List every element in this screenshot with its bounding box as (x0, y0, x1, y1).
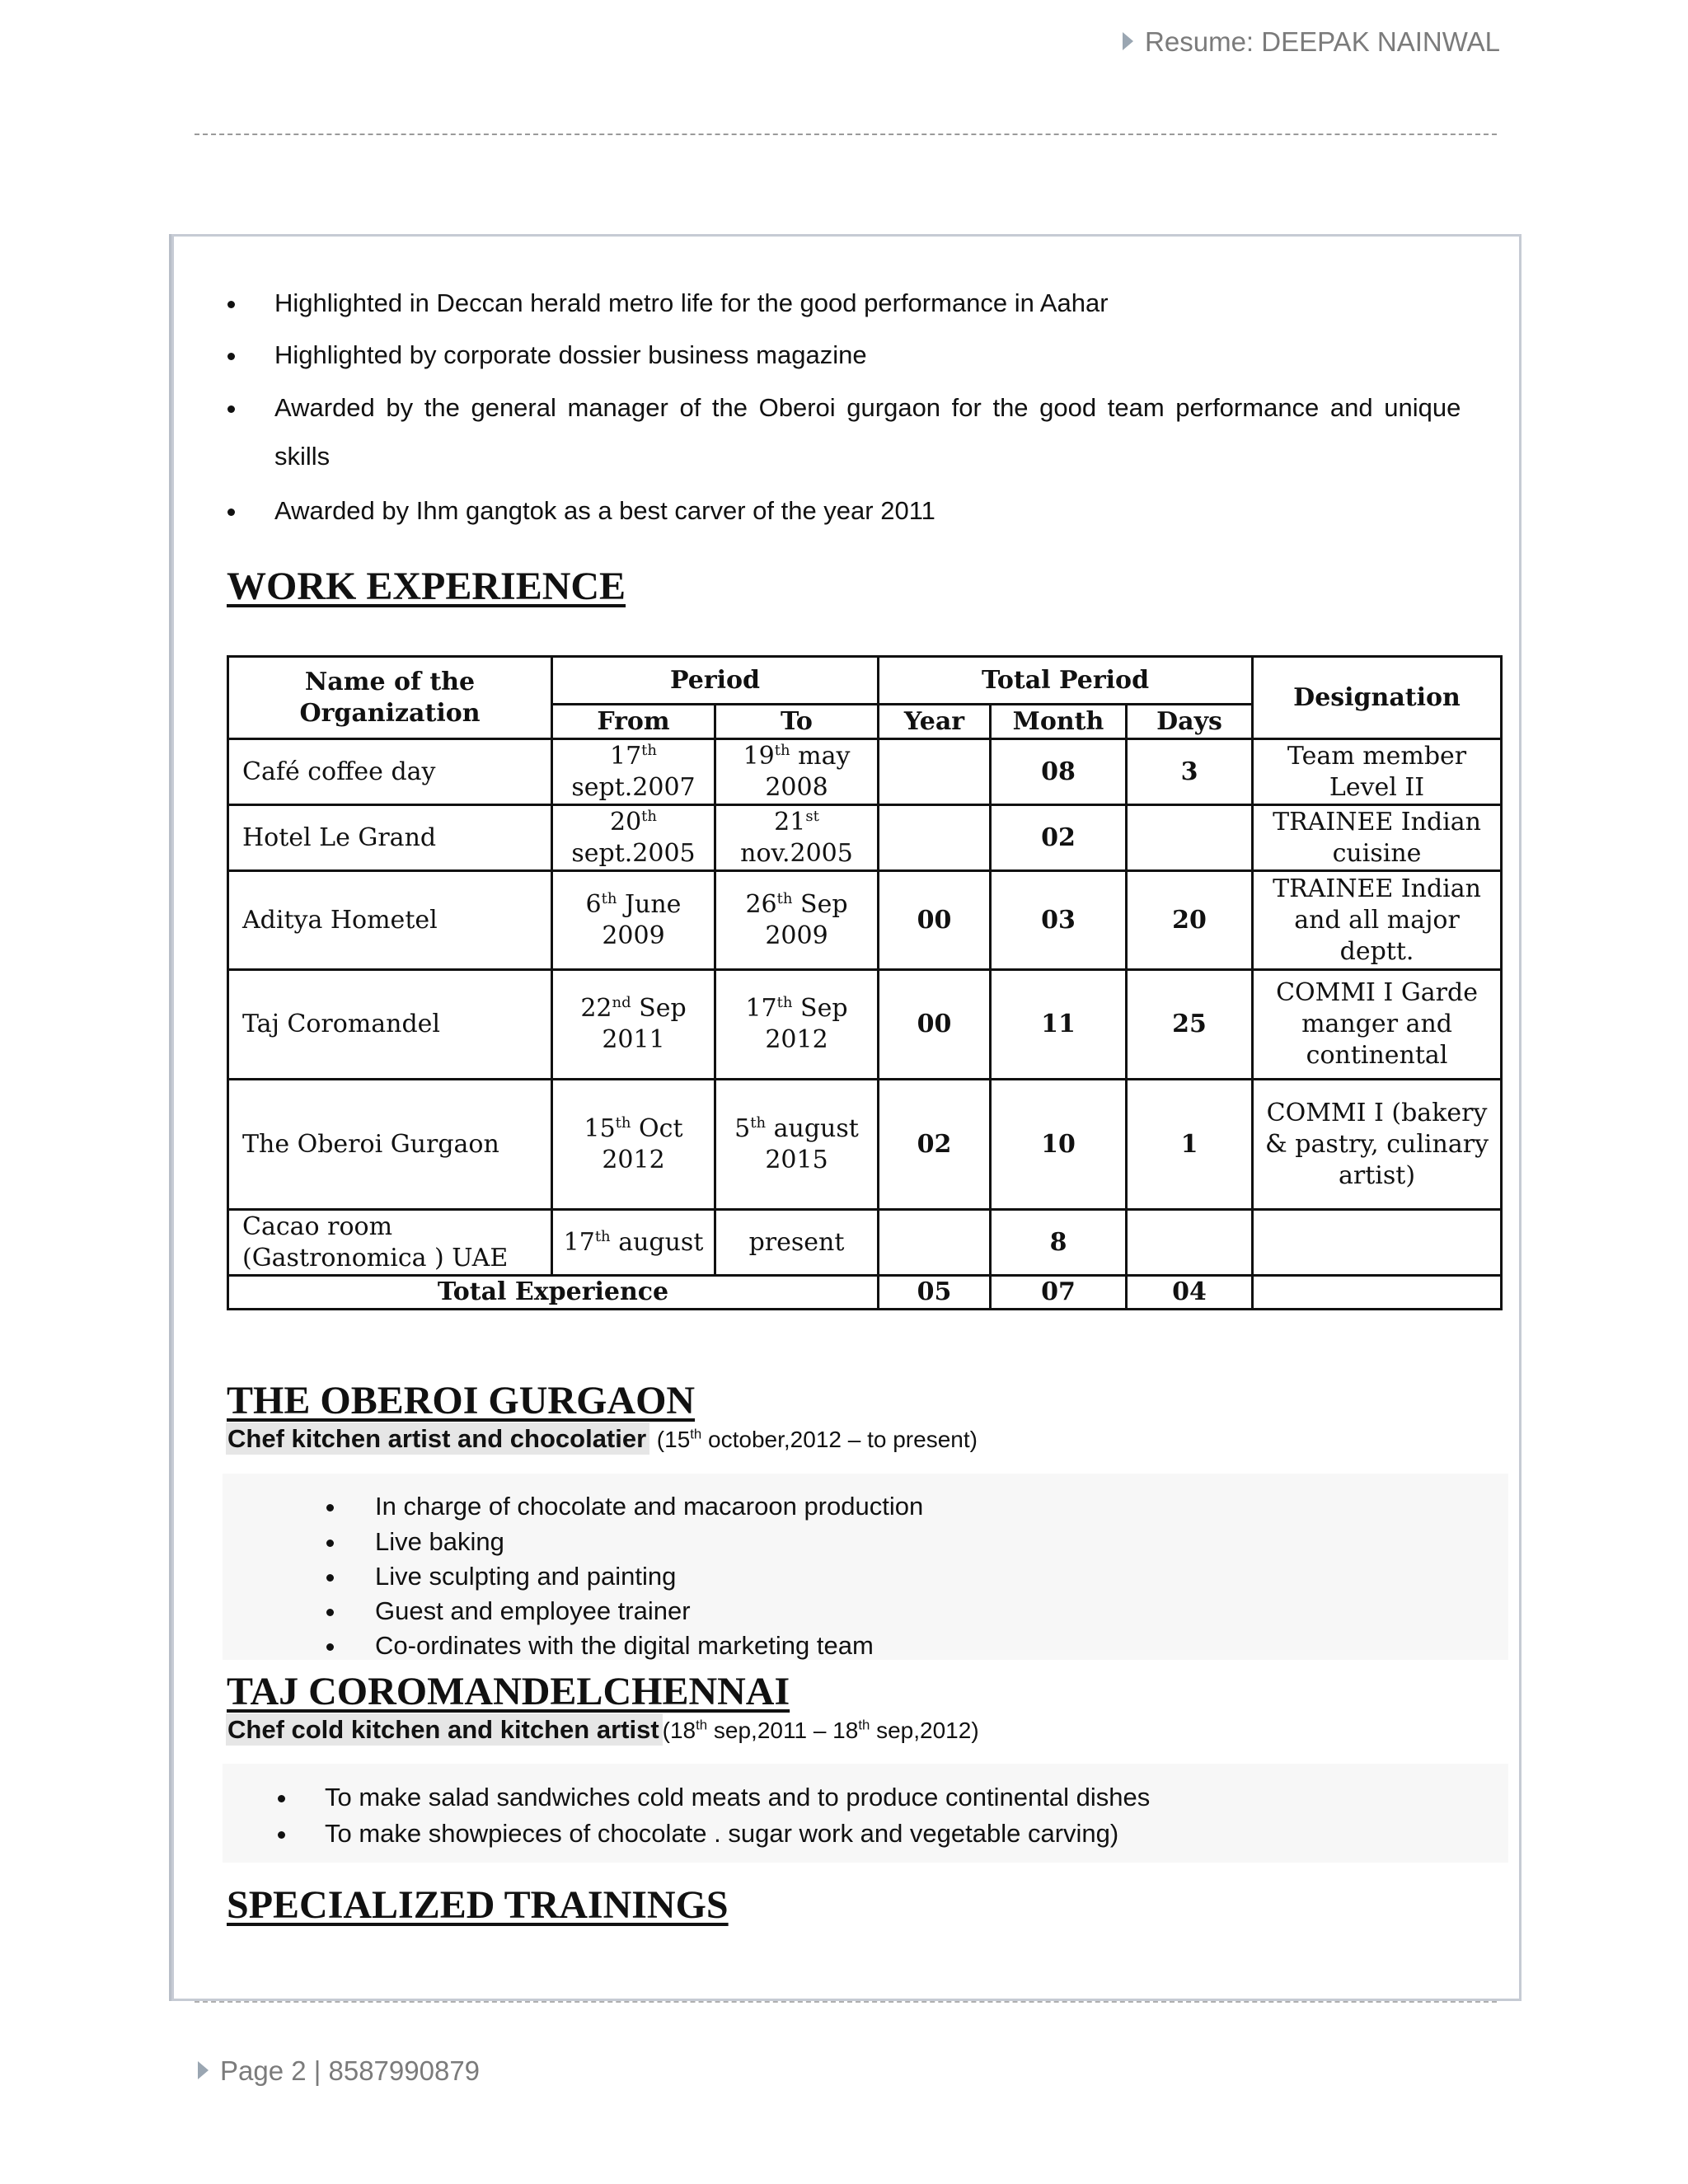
table-row (228, 871, 1502, 970)
duty-item: Co-ordinates with the digital marketing team (375, 1631, 874, 1660)
cell-days (1127, 1210, 1253, 1276)
bullet-dot (227, 509, 235, 516)
bullet-dot (326, 1609, 334, 1616)
duty-item: In charge of chocolate and macaroon production (375, 1492, 924, 1521)
duty-item: To make showpieces of chocolate . sugar work and vegetable carving) (325, 1819, 1119, 1848)
section-title-work-experience: WORK EXPERIENCE (227, 565, 626, 608)
bullet-dot (326, 1504, 334, 1511)
cell-designation: COMMI I (bakery & pastry, culinary artist) (1253, 1080, 1502, 1210)
cell-year (879, 1210, 991, 1276)
cell-month: 8 (991, 1210, 1127, 1276)
header-total-period: Total Period (879, 657, 1253, 705)
cell-month: 08 (991, 739, 1127, 805)
cell-year: 00 (879, 970, 991, 1080)
table-row (228, 1210, 1502, 1276)
cell-month: 03 (991, 871, 1127, 970)
cell-year: 00 (879, 871, 991, 970)
taj-role: Chef cold kitchen and kitchen artist (226, 1713, 663, 1746)
bullet-dot (278, 1831, 285, 1839)
cell-days: 3 (1127, 739, 1253, 805)
triangle-right-icon (1123, 32, 1133, 50)
header-org: Name of the Organization (228, 657, 552, 739)
cell-days (1127, 805, 1253, 871)
work-experience-table (227, 655, 1503, 1310)
bullet-dot (227, 353, 235, 360)
header-to: To (715, 705, 879, 739)
cell-designation: COMMI I Garde manger and continental (1253, 970, 1502, 1080)
cell-designation: Team member Level II (1253, 739, 1502, 805)
cell-total-label: Total Experience (228, 1276, 879, 1310)
cell-days: 20 (1127, 871, 1253, 970)
header-designation: Designation (1253, 657, 1502, 739)
cell-days: 25 (1127, 970, 1253, 1080)
achievement-item: Awarded by the general manager of the Oberoi gurgaon for the good team performance and unique (274, 393, 1461, 422)
cell-to: present (715, 1210, 879, 1276)
achievement-item: Highlighted by corporate dossier business magazine (274, 340, 867, 369)
cell-org: The Oberoi Gurgaon (228, 1080, 552, 1210)
achievement-item: Awarded by Ihm gangtok as a best carver of the year 2011 (274, 496, 935, 525)
cell-to: 26th Sep 2009 (715, 871, 879, 970)
duty-item: Live sculpting and painting (375, 1562, 677, 1591)
cell-designation: TRAINEE Indian cuisine (1253, 805, 1502, 871)
table-row (228, 970, 1502, 1080)
cell-year (879, 805, 991, 871)
cell-month: 11 (991, 970, 1127, 1080)
header-month: Month (991, 705, 1127, 739)
cell-org: Café coffee day (228, 739, 552, 805)
table-row (228, 805, 1502, 871)
cell-year: 02 (879, 1080, 991, 1210)
oberoi-role-line (226, 1424, 978, 1454)
cell-days: 1 (1127, 1080, 1253, 1210)
cell-from: 6th June 2009 (552, 871, 715, 970)
cell-to: 19th may 2008 (715, 739, 879, 805)
achievement-item: Highlighted in Deccan herald metro life for the good performance in Aahar (274, 288, 1109, 317)
cell-month: 10 (991, 1080, 1127, 1210)
running-header (1123, 26, 1500, 58)
cell-from: 15th Oct 2012 (552, 1080, 715, 1210)
cell-to: 21st nov.2005 (715, 805, 879, 871)
cell-total-days: 04 (1127, 1276, 1253, 1310)
cell-from: 17th sept.2007 (552, 739, 715, 805)
cell-year (879, 739, 991, 805)
header-divider (195, 134, 1497, 135)
duty-item: To make salad sandwiches cold meats and to produce continental dishes (325, 1783, 1151, 1811)
footer-text: Page 2 | 8587990879 (220, 2055, 481, 2086)
duty-item: Guest and employee trainer (375, 1596, 691, 1625)
cell-from: 22nd Sep 2011 (552, 970, 715, 1080)
oberoi-role: Chef kitchen artist and chocolatier (226, 1422, 649, 1455)
section-title-trainings: SPECIALIZED TRAININGS (227, 1883, 729, 1927)
cell-org: Cacao room (Gastronomica ) UAE (228, 1210, 552, 1276)
header-year: Year (879, 705, 991, 739)
bullet-dot (326, 1540, 334, 1547)
achievement-item-continued: skills (274, 442, 331, 471)
footer-divider (195, 2001, 1497, 2003)
cell-org: Aditya Hometel (228, 871, 552, 970)
table-row (228, 1080, 1502, 1210)
bullet-dot (278, 1795, 285, 1802)
running-footer (198, 2055, 480, 2087)
triangle-right-icon (198, 2061, 209, 2079)
cell-total-month: 07 (991, 1276, 1127, 1310)
cell-month: 02 (991, 805, 1127, 871)
table-row (228, 739, 1502, 805)
taj-role-line (226, 1715, 979, 1745)
cell-total-designation (1253, 1276, 1502, 1310)
oberoi-period: (15th october,2012 – to present) (656, 1426, 978, 1452)
table-total-row (228, 1276, 1502, 1310)
cell-to: 5th august 2015 (715, 1080, 879, 1210)
cell-to: 17th Sep 2012 (715, 970, 879, 1080)
cell-org: Taj Coromandel (228, 970, 552, 1080)
section-title-oberoi: THE OBEROI GURGAON (227, 1379, 696, 1422)
cell-from: 17th august (552, 1210, 715, 1276)
cell-total-year: 05 (879, 1276, 991, 1310)
cell-from: 20th sept.2005 (552, 805, 715, 871)
bullet-dot (227, 405, 235, 413)
section-title-taj: TAJ COROMANDELCHENNAI (227, 1670, 790, 1713)
cell-designation: TRAINEE Indian and all major deptt. (1253, 871, 1502, 970)
header-from: From (552, 705, 715, 739)
bullet-dot (227, 301, 235, 308)
cell-org: Hotel Le Grand (228, 805, 552, 871)
taj-period: (18th sep,2011 – 18th sep,2012) (662, 1717, 979, 1743)
header-period: Period (552, 657, 879, 705)
table-header-row (228, 657, 1502, 705)
bullet-dot (326, 1643, 334, 1651)
header-days: Days (1127, 705, 1253, 739)
header-text: Resume: DEEPAK NAINWAL (1145, 26, 1500, 57)
bullet-dot (326, 1574, 334, 1582)
duty-item: Live baking (375, 1527, 504, 1556)
cell-designation (1253, 1210, 1502, 1276)
